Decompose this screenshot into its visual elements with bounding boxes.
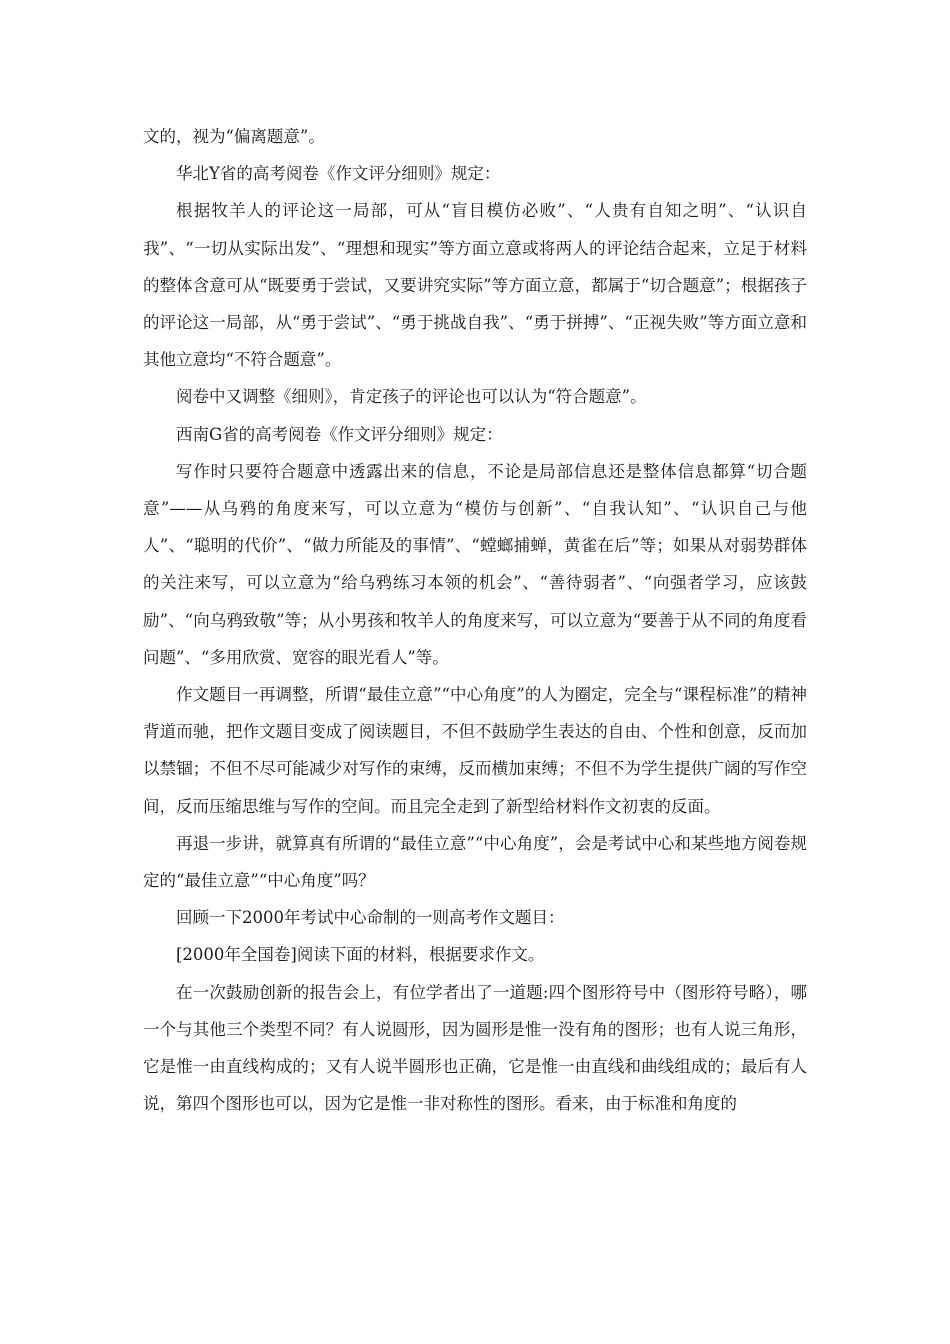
paragraph: 根据牧羊人的评论这一局部，可从“盲目模仿必败”、“人贵有自知之明”、“认识自我”、“一切从实际出发”、“理想和现实”等方面立意或将两人的评论结合起来，立足于材料的整体含意可从“既要勇于尝试，又要讲究实际”等方面立意，都属于“切合题意”；根据孩子的评论这一局部，从“勇于尝试”、“勇于挑战自我”、“勇于拼搏”、“正视失败”等方面立意和其他立意均“不符合题意”。 <box>143 201 807 370</box>
paragraph: 作文题目一再调整，所谓“最佳立意”“中心角度”的人为圈定，完全与“课程标准”的精神背道而驰，把作文题目变成了阅读题目，不但不鼓励学生表达的自由、个性和创意，反而加以禁锢；不但不尽可能减少对写作的束缚，反而横加束缚；不但不为学生提供广阔的写作空间，反而压缩思维与写作的空间。而且完全走到了新型给材料作文初衷的反面。 <box>143 685 807 816</box>
paragraph: 再退一步讲，就算真有所谓的“最佳立意”“中心角度”，会是考试中心和某些地方阅卷规定的“最佳立意”“中心角度”吗？ <box>143 833 807 891</box>
paragraph: 文的，视为“偏离题意”。 <box>143 127 325 146</box>
paragraph: 写作时只要符合题意中透露出来的信息，不论是局部信息还是整体信息都算“切合题意”——从乌鸦的角度来写，可以立意为“模仿与创新”、“自我认知”、“认识自己与他人”、“聪明的代价”、“做力所能及的事情”、“螳螂捕蝉，黄雀在后”等；如果从对弱势群体的关注来写，可以立意为“给乌鸦练习本领的机会”、“善待弱者”、“向强者学习，应该鼓励”、“向乌鸦致敬”等；从小男孩和牧羊人的角度来写，可以立意为“要善于从不同的角度看问题”、“多用欣赏、宽容的眼光看人”等。 <box>143 461 807 667</box>
paragraph: 阅卷中又调整《细则》，肯定孩子的评论也可以认为“符合题意”。 <box>176 387 647 407</box>
document-body <box>143 118 807 1122</box>
paragraph: [2000年全国卷]阅读下面的材料，根据要求作文。 <box>176 945 545 965</box>
paragraph: 回顾一下2000年考试中心命制的一则高考作文题目： <box>176 908 565 928</box>
paragraph: 在一次鼓励创新的报告会上，有位学者出了一道题:四个图形符号中（图形符号略），哪一个与其他三个类型不同？有人说圆形，因为圆形是惟一没有角的图形；也有人说三角形，它是惟一由直线构成的；又有人说半圆形也正确，它是惟一由直线和曲线组成的；最后有人说，第四个图形也可以，因为它是惟一非对称性的图形。看来，由于标准和角度的 <box>143 982 807 1114</box>
paragraph: 西南G省的高考阅卷《作文评分细则》规定： <box>176 424 503 444</box>
paragraph: 华北Y省的高考阅卷《作文评分细则》规定： <box>176 164 501 184</box>
